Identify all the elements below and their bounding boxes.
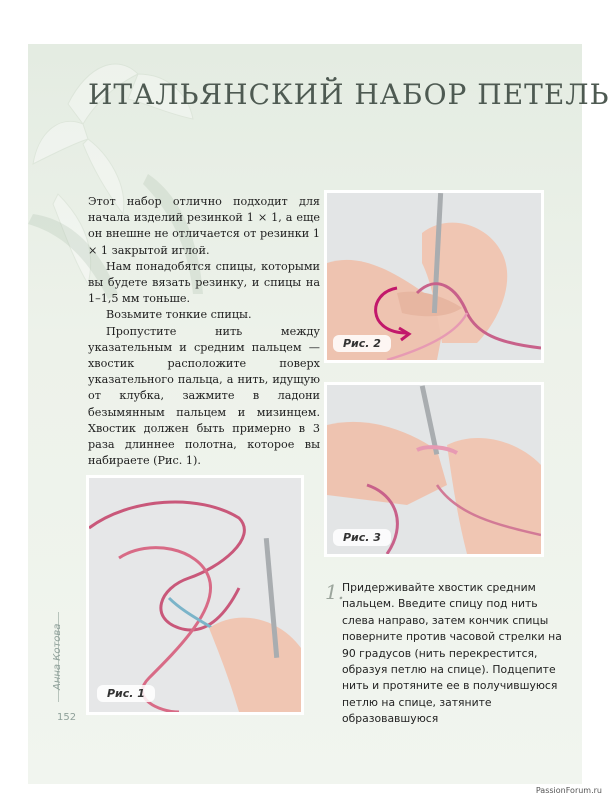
photo-fig1: [86, 475, 304, 715]
figure-label: Рис. 3: [333, 529, 391, 546]
knitting-photo-1: [89, 478, 301, 712]
step-number: 1.: [325, 580, 345, 604]
intro-paragraph: Этот набор отлично подходит для начала изделий резинкой 1 × 1, а еще он внешне не отличается от резинки 1 × 1 закрытой иглой.: [88, 195, 320, 257]
figure-label: Рис. 1: [97, 685, 155, 702]
author-name: Анна Котова: [52, 623, 63, 690]
intro-paragraph: Нам понадобятся спицы, которыми вы будете вязать резинку, и спицы на 1–1,5 мм тоньше.: [88, 259, 320, 306]
intro-text: [88, 194, 320, 469]
page-number: 152: [57, 712, 77, 723]
photo-fig3: [324, 382, 544, 557]
photo-fig2: [324, 190, 544, 363]
intro-paragraph: Возьмите тонкие спицы.: [106, 308, 252, 322]
step-text: Придерживайте хвостик средним пальцем. Введите спицу под нить слева направо, затем кончик спицы поверните против часовой стрелки на 90 градусов (нить перекрестится, образуя петлю на спице). Подцепите нить и протяните ее в получившуюся петлю на спице, затяните образовавшуюся: [342, 581, 562, 726]
intro-paragraph: Пропустите нить между указательным и средним пальцем — хвостик расположите поверх указательного пальца, а нить, идущую от клубка, зажмите в ладони безымянным пальцем и мизинцем. Хвостик должен быть примерно в 3 раза длиннее полотна, которое вы набираете (Рис. 1).: [88, 324, 320, 468]
page-title: ИТАЛЬЯНСКИЙ НАБОР ПЕТЕЛЬ: [88, 78, 610, 111]
watermark: PassionForum.ru: [535, 786, 602, 795]
figure-label: Рис. 2: [333, 335, 391, 352]
